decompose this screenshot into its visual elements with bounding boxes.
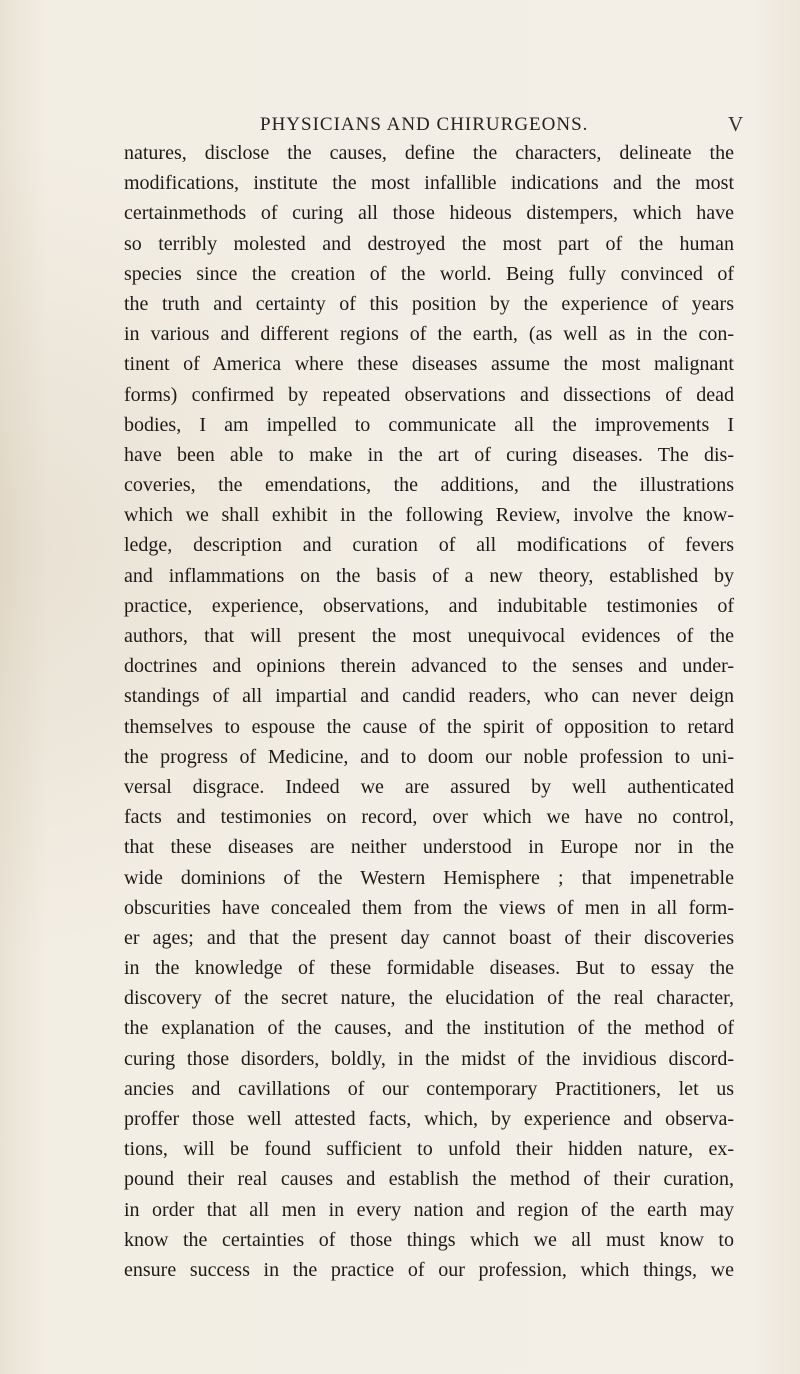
- text-line: ensure success in the practice of our profession, which things, we: [124, 1258, 734, 1281]
- text-line: pound their real causes and establish the method of their curation,: [124, 1168, 734, 1191]
- text-line: facts and testimonies on record, over which we have no control,: [124, 806, 734, 829]
- text-line: modifications, institute the most infallible indications and the most: [124, 172, 734, 195]
- text-line: curing those disorders, boldly, in the midst of the invidious discord-: [124, 1047, 734, 1070]
- text-line: and inflammations on the basis of a new theory, established by: [124, 564, 734, 587]
- text-line: practice, experience, observations, and indubitable testimonies of: [124, 594, 734, 617]
- text-line: standings of all impartial and candid readers, who can never deign: [124, 685, 734, 708]
- text-line: have been able to make in the art of curing diseases. The dis-: [124, 443, 734, 466]
- text-line: authors, that will present the most unequivocal evidences of the: [124, 625, 734, 647]
- text-line: the truth and certainty of this position by the experience of years: [124, 292, 734, 315]
- text-line: in the knowledge of these formidable diseases. But to essay the: [124, 957, 734, 980]
- text-line: versal disgrace. Indeed we are assured by well authenticated: [124, 775, 734, 798]
- text-line: themselves to espouse the cause of the spirit of opposition to retard: [124, 715, 734, 738]
- text-line: know the certainties of those things which we all must know to: [124, 1228, 734, 1251]
- running-head: PHYSICIANS AND CHIRURGEONS.: [260, 114, 589, 135]
- text-line: tinent of America where these diseases assume the most malignant: [124, 353, 734, 376]
- text-line: so terribly molested and destroyed the most part of the human: [124, 232, 734, 255]
- text-line: discovery of the secret nature, the elucidation of the real character,: [124, 987, 734, 1010]
- body-text: [124, 138, 734, 1285]
- text-line: ancies and cavillations of our contemporary Practitioners, let us: [124, 1077, 734, 1100]
- text-line: tions, will be found sufficient to unfold their hidden nature, ex-: [124, 1138, 734, 1161]
- page-number: V: [728, 112, 744, 136]
- text-line: in order that all men in every nation and region of the earth may: [124, 1198, 734, 1221]
- text-line: that these diseases are neither understood in Europe nor in the: [124, 836, 734, 859]
- text-line: forms) confirmed by repeated observations and dissections of dead: [124, 383, 734, 406]
- text-line: coveries, the emendations, the additions, and the illustrations: [124, 474, 734, 497]
- text-line: in various and different regions of the earth, (as well as in the con-: [124, 323, 734, 346]
- text-line: er ages; and that the present day cannot boast of their discoveries: [124, 926, 734, 949]
- text-line: the progress of Medicine, and to doom our noble profession to uni-: [124, 745, 734, 768]
- text-line: wide dominions of the Western Hemisphere ; that impenetrable: [124, 866, 734, 889]
- text-line: ledge, description and curation of all modifications of fevers: [124, 534, 734, 557]
- text-line: bodies, I am impelled to communicate all the improvements I: [124, 413, 734, 436]
- text-line: certainmethods of curing all those hideous distempers, which have: [124, 202, 734, 225]
- text-line: proffer those well attested facts, which, by experience and observa-: [124, 1108, 734, 1130]
- text-line: obscurities have concealed them from the views of men in all form-: [124, 896, 734, 919]
- text-line: doctrines and opinions therein advanced to the senses and under-: [124, 655, 734, 678]
- text-line: species since the creation of the world. Being fully convinced of: [124, 262, 734, 285]
- text-line: the explanation of the causes, and the institution of the method of: [124, 1017, 734, 1040]
- text-line: which we shall exhibit in the following Review, involve the know-: [124, 504, 734, 527]
- text-line: natures, disclose the causes, define the characters, delineate the: [124, 142, 734, 164]
